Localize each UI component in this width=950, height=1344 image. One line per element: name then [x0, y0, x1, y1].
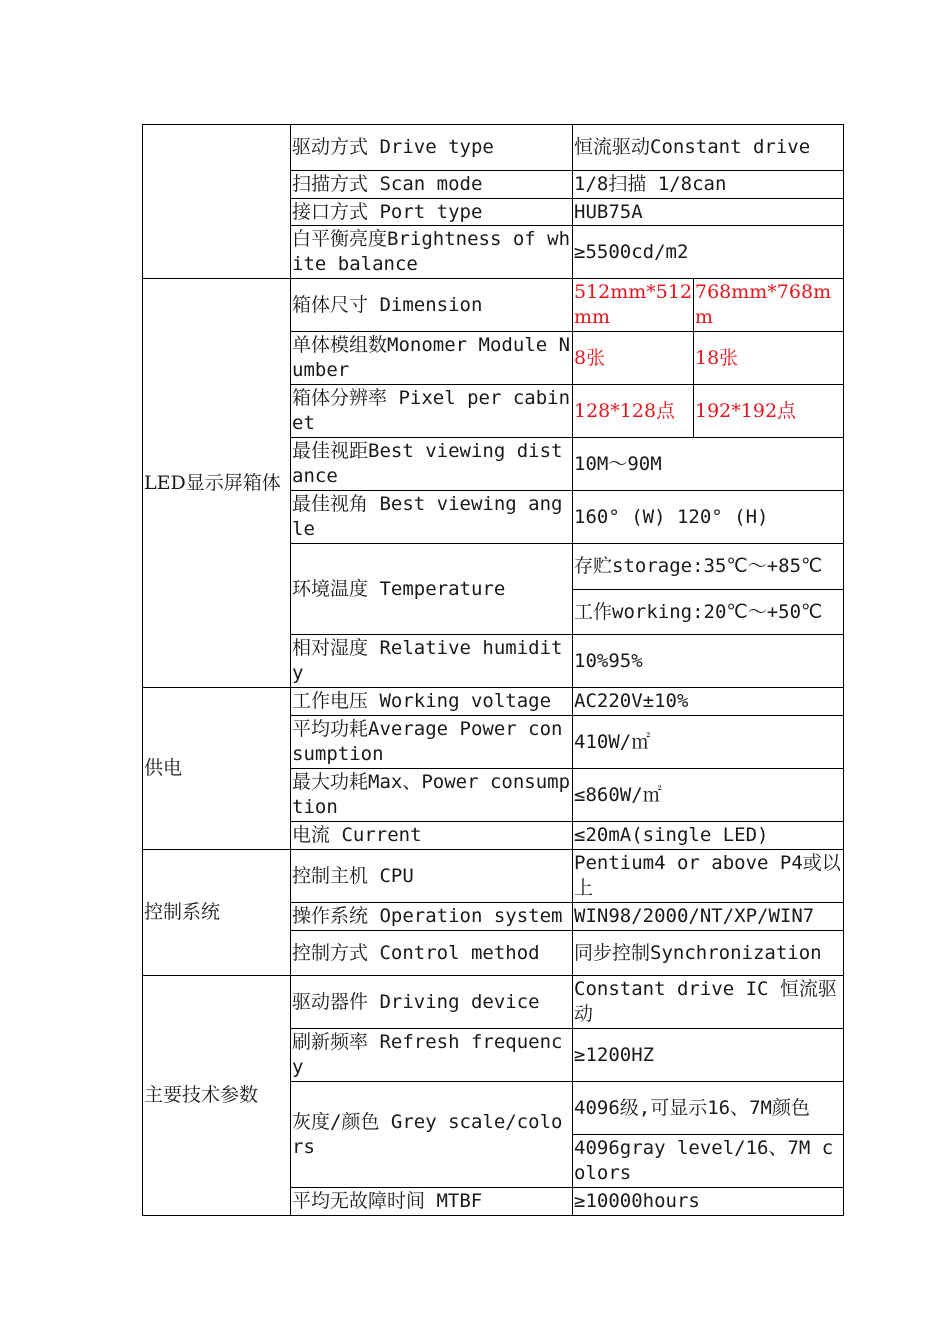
row-value: Pentium4 or above P4或以上 [573, 850, 844, 903]
row-label: 单体模组数Monomer Module Number [291, 332, 573, 385]
row-label: 环境温度 Temperature [291, 544, 573, 635]
row-value-storage: 存贮storage:35℃～+85℃ [573, 544, 844, 590]
value-option-b: 768mm*768mm [694, 279, 844, 332]
row-label: 控制主机 CPU [291, 850, 573, 903]
value-option-a: 512mm*512mm [573, 279, 694, 332]
row-label: 最大功耗Max、Power consumption [291, 769, 573, 822]
category-cell-empty [143, 125, 291, 279]
row-value-grey-1: 4096级,可显示16、7M颜色 [573, 1082, 844, 1135]
category-control: 控制系统 [143, 850, 291, 976]
row-label: 刷新频率 Refresh frequency [291, 1029, 573, 1082]
row-label: 控制方式 Control method [291, 931, 573, 976]
value-option-b: 18张 [694, 332, 844, 385]
row-label: 灰度/颜色 Grey scale/colors [291, 1082, 573, 1188]
category-power: 供电 [143, 688, 291, 850]
row-value: Constant drive IC 恒流驱动 [573, 976, 844, 1029]
row-label: 驱动方式 Drive type [291, 125, 573, 171]
category-cabinet: LED显示屏箱体 [143, 279, 291, 688]
table-row [143, 125, 844, 171]
row-value: HUB75A [573, 199, 844, 226]
row-label: 电流 Current [291, 822, 573, 850]
row-value: 10%95% [573, 635, 844, 688]
value-option-a: 128*128点 [573, 385, 694, 438]
row-value: 10M～90M [573, 438, 844, 491]
table-row [143, 279, 844, 332]
row-label: 最佳视角 Best viewing angle [291, 491, 573, 544]
row-label: 平均无故障时间 MTBF [291, 1188, 573, 1216]
row-value: ≤20mA(single LED) [573, 822, 844, 850]
row-label: 最佳视距Best viewing distance [291, 438, 573, 491]
row-label: 工作电压 Working voltage [291, 688, 573, 716]
row-value: 410W/㎡ [573, 716, 844, 769]
row-value: 1/8扫描 1/8can [573, 171, 844, 199]
table-row [143, 688, 844, 716]
row-label: 白平衡亮度Brightness of white balance [291, 226, 573, 279]
row-value: AC220V±10% [573, 688, 844, 716]
row-value: ≥5500cd/m2 [573, 226, 844, 279]
row-value: 同步控制Synchronization [573, 931, 844, 976]
row-value: 恒流驱动Constant drive [573, 125, 844, 171]
row-label: 扫描方式 Scan mode [291, 171, 573, 199]
row-label: 接口方式 Port type [291, 199, 573, 226]
row-value-grey-2: 4096gray level/16、7M colors [573, 1135, 844, 1188]
row-label: 操作系统 Operation system [291, 903, 573, 931]
row-value: 160° (W) 120° (H) [573, 491, 844, 544]
row-label: 箱体分辨率 Pixel per cabinet [291, 385, 573, 438]
table-row [143, 976, 844, 1029]
row-label: 驱动器件 Driving device [291, 976, 573, 1029]
spec-table [142, 124, 844, 1216]
value-option-b: 192*192点 [694, 385, 844, 438]
row-value: WIN98/2000/NT/XP/WIN7 [573, 903, 844, 931]
category-tech: 主要技术参数 [143, 976, 291, 1216]
row-value: ≥10000hours [573, 1188, 844, 1216]
row-label: 平均功耗Average Power consumption [291, 716, 573, 769]
row-value: ≤860W/㎡ [573, 769, 844, 822]
row-label: 箱体尺寸 Dimension [291, 279, 573, 332]
table-row [143, 850, 844, 903]
value-option-a: 8张 [573, 332, 694, 385]
row-value: ≥1200HZ [573, 1029, 844, 1082]
row-label: 相对湿度 Relative humidity [291, 635, 573, 688]
row-value-working: 工作working:20℃～+50℃ [573, 590, 844, 635]
